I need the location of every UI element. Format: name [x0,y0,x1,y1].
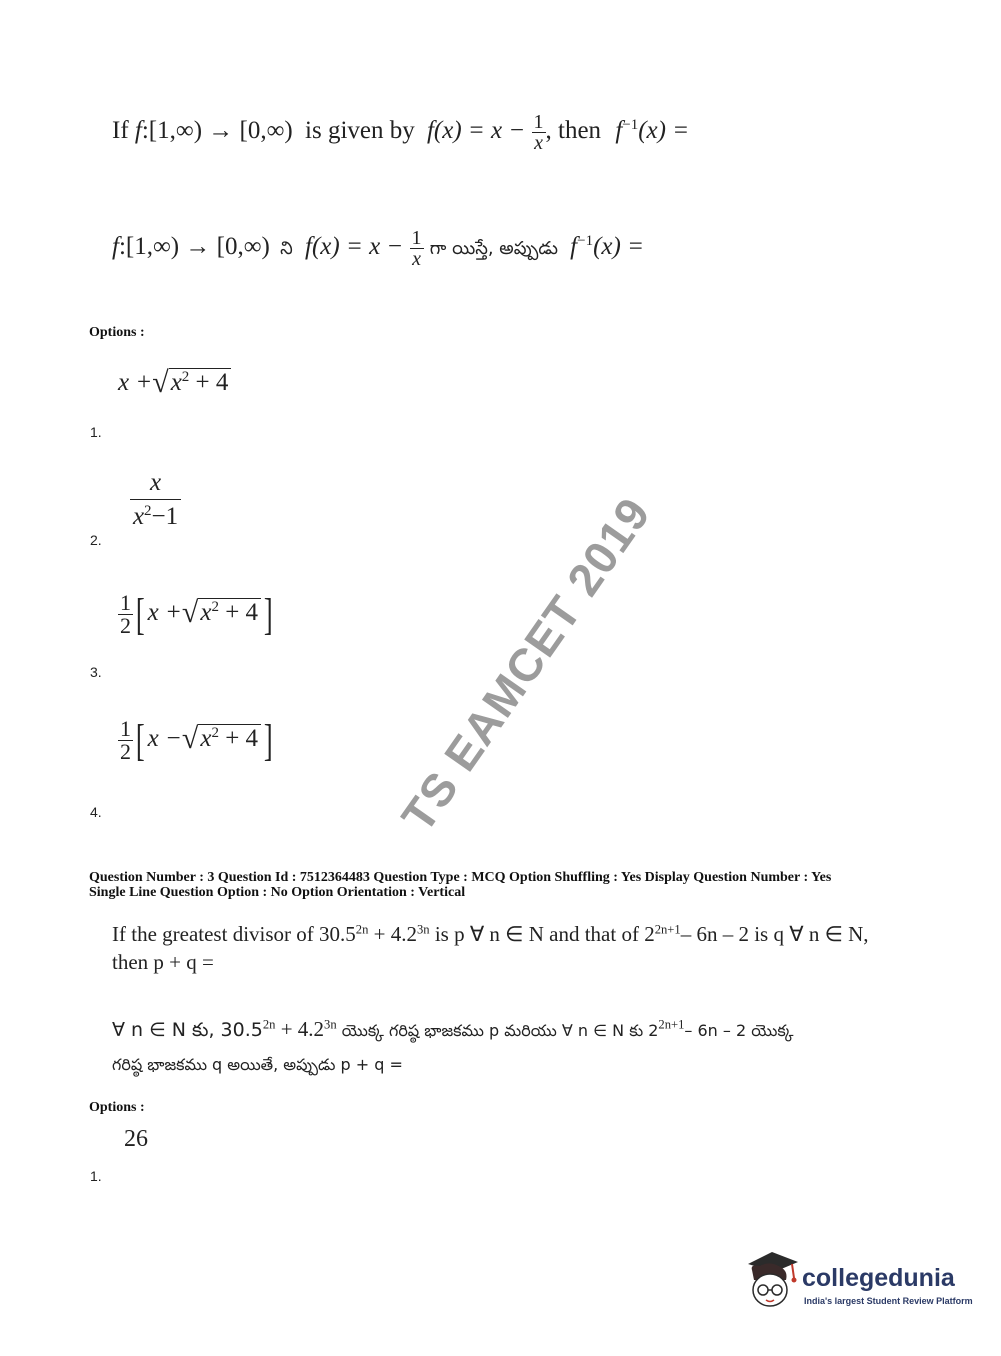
question2-english: If f:[1,∞) → [0,∞) is given by f(x) = x − $\frac{1}{x}$ , then $f^{-1}(x)$ = [112,111,690,154]
options-label: Options : [89,1100,145,1115]
question3-meta-line-1: Question Number : 3 Question Id : 7512364483 Question Type : MCQ Option Shuffling : Yes Display Question Number : Yes [89,870,832,885]
sqrt-symbol: √ [181,596,199,630]
option-2-number: 2. [90,532,102,548]
question3-english: If the greatest divisor of $30.5^{2n} + 4.2^{3n}$ is p ∀ n ∈ N and that of $2^{2n+1}-$ 6n – 2 is q ∀ n ∈ N, then p + q = [112,922,869,974]
sqrt-symbol: √ [152,366,169,399]
options-label: Options : [89,325,145,340]
brand-tagline: India's largest Student Review Platform [804,1296,973,1306]
option-1-number: 1. [90,424,102,440]
sqrt-symbol: √ [181,722,199,756]
fraction-one-over-x: $\frac{1}{x}$ [533,111,544,154]
option-1-expression: $x +√x^2 + 4$ [118,366,231,400]
option-2-expression: $\frac{x}{x^2-1}$ [130,470,181,529]
question3-telugu: ∀ n ∈ N కు, $30.5^{2n} + 4.2^{3n}$ యొక్క గరిష్ఠ భాజకము p మరియు ∀ n ∈ N కు $2^{2n+1}-$ 6n – 2 యొక్క గరిష్ఠ భాజకము q అయితే, అప్పుడు p + q = [112,1017,794,1074]
option-4-number: 4. [90,804,102,820]
option-3-number: 3. [90,664,102,680]
right-bracket: ] [263,715,273,765]
option-1-value: 26 [124,1126,148,1152]
option-1-number: 1. [90,1168,102,1184]
option-4-expression: $\frac{1}{2}$ [ $x -√x^2 + 4$ ] [120,715,273,765]
brand-name: collegedunia [802,1264,955,1292]
fraction-one-over-x: $\frac{1}{x}$ [411,227,422,270]
question2-telugu: f:[1,∞) → [0,∞) ని f(x) = x − $\frac{1}{x}$ గా యిస్తే, అప్పుడు $f^{-1}(x)$ = [112,227,644,270]
question3-metadata [89,870,969,900]
left-bracket: [ [135,589,145,639]
watermark-text: TS EAMCET 2019 [391,487,661,842]
student-mascot-icon [742,1250,800,1312]
option-3-expression: $\frac{1}{2}$ [ $x +√x^2 + 4$ ] [120,589,273,639]
left-bracket: [ [135,715,145,765]
brand-logo [742,1250,972,1314]
right-bracket: ] [263,589,273,639]
question3-meta-line-2: Single Line Question Option : No Option Orientation : Vertical [89,885,466,900]
